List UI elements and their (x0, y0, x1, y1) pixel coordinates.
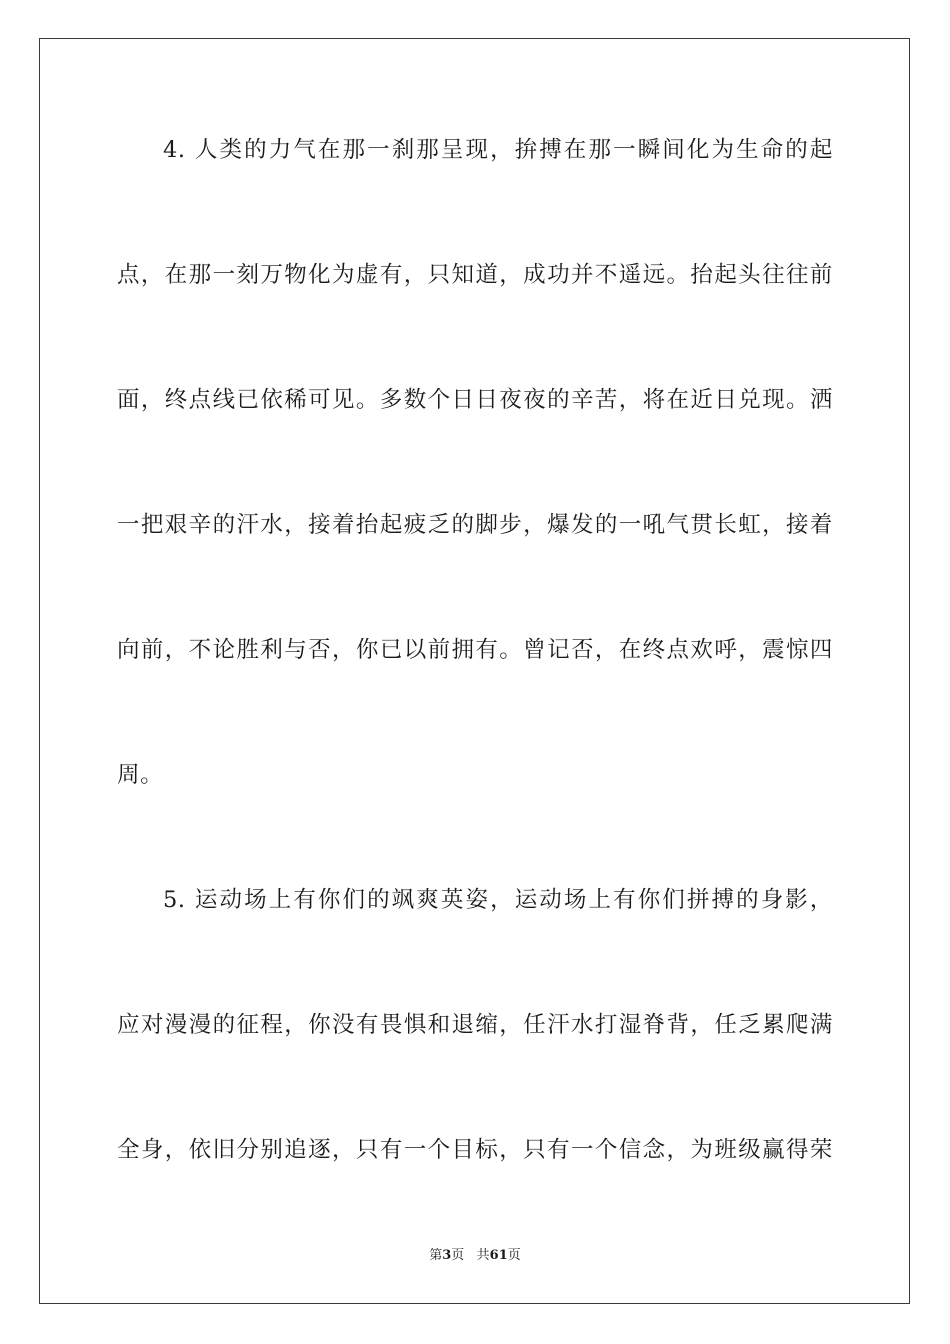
paragraph-line: 一把艰辛的汗水，接着抬起疲乏的脚步，爆发的一吼气贯长虹，接着 (117, 512, 833, 538)
paragraph-line: 向前，不论胜利与否，你已以前拥有。曾记否，在终点欢呼，震惊四 (117, 637, 833, 663)
footer-mid: 页 共 (451, 1248, 490, 1263)
footer-prefix: 第 (429, 1248, 443, 1263)
paragraph-line: 点，在那一刻万物化为虚有，只知道，成功并不遥远。抬起头往往前 (117, 262, 833, 288)
page-border (39, 38, 910, 1304)
paragraph-line: 全身，依旧分别追逐，只有一个目标，只有一个信念，为班级赢得荣 (117, 1137, 833, 1163)
page-number-footer (0, 1247, 950, 1265)
paragraph-line: 周。 (117, 762, 164, 788)
paragraph-line: 4. 人类的力气在那一刹那呈现，拚搏在那一瞬间化为生命的起 (163, 137, 833, 163)
footer-suffix: 页 (507, 1248, 521, 1263)
current-page-number: 3 (442, 1248, 452, 1263)
paragraph-line: 5. 运动场上有你们的飒爽英姿，运动场上有你们拼搏的身影， (163, 887, 833, 913)
paragraph-line: 应对漫漫的征程，你没有畏惧和退缩，任汗水打湿脊背，任乏累爬满 (117, 1012, 833, 1038)
total-page-count: 61 (489, 1248, 508, 1263)
paragraph-line: 面，终点线已依稀可见。多数个日日夜夜的辛苦，将在近日兑现。洒 (117, 387, 833, 413)
